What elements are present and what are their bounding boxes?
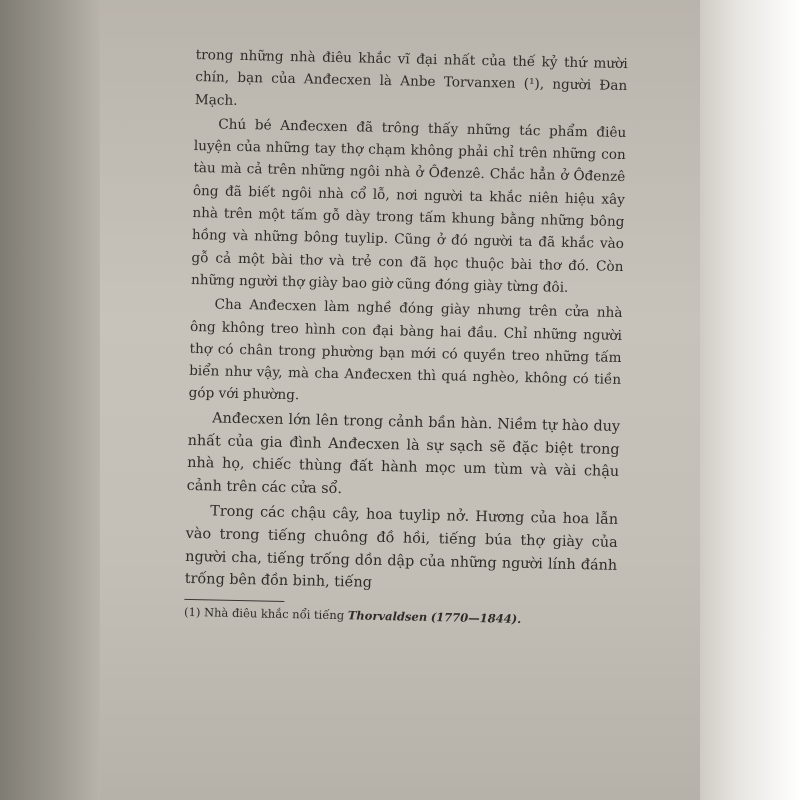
footnote-name: Thorvaldsen (347, 608, 428, 625)
background-shadow-left (0, 0, 100, 800)
footnote (184, 602, 616, 631)
footnote-text: Nhà điêu khắc nổi tiếng (203, 605, 345, 623)
background-shadow-right (700, 0, 800, 800)
paragraph: Trong các chậu cây, hoa tuylip nở. Hương của hoa lẫn vào trong tiếng chuông đồ hồi, tiếng búa thợ giày của người cha, tiếng trống dồn dập của những người lính đánh trống bên đồn binh, tiếng (184, 503, 619, 592)
book-page (100, 0, 700, 800)
paragraph-continued: trong những nhà điêu khắc vĩ đại nhất của thế kỷ thứ mười chín, bạn của Anđecxen là Anbe Torvanxen (¹), người Đan Mạch. (194, 46, 628, 109)
paragraph: Chú bé Anđecxen đã trông thấy những tác phẩm điêu luyện của những tay thợ chạm không phải chỉ trên những con tàu mà cả trên những ngôi nhà ở Ôđenzê. Chắc hẳn ở Ôđenzê ông đã biết ngôi nhà cổ lỗ, nơi người ta khắc niên hiệu xây nhà trên một tấm gỗ dày trong tấm khung bằng những bông hồng và những bông tuylip. Cũng ở đó người ta đã khắc vào gỗ cả một bài thơ và trẻ con đã học thuộc bài thơ đó. Còn những người thợ giày bao giờ cũng đóng giày từng đôi. (190, 116, 627, 296)
paragraph: Cha Anđecxen làm nghề đóng giày nhưng trên cửa nhà ông không treo hình con đại bàng hai đầu. Chỉ những người thợ có chân trong phường bạn mới có quyền treo những tấm biển như vậy, mà cha Anđecxen thì quá nghèo, không có tiền góp với phường. (188, 296, 623, 404)
footnote-years: (1770—1844). (430, 610, 522, 627)
footnote-marker: (1) (183, 605, 201, 620)
paragraph: Anđecxen lớn lên trong cảnh bần hàn. Niềm tự hào duy nhất của gia đình Anđecxen là sự sạch sẽ đặc biệt trong nhà họ, chiếc thùng đất hành mọc um tùm và vài chậu cảnh trên các cửa sổ. (186, 410, 621, 498)
page-text (184, 44, 628, 631)
